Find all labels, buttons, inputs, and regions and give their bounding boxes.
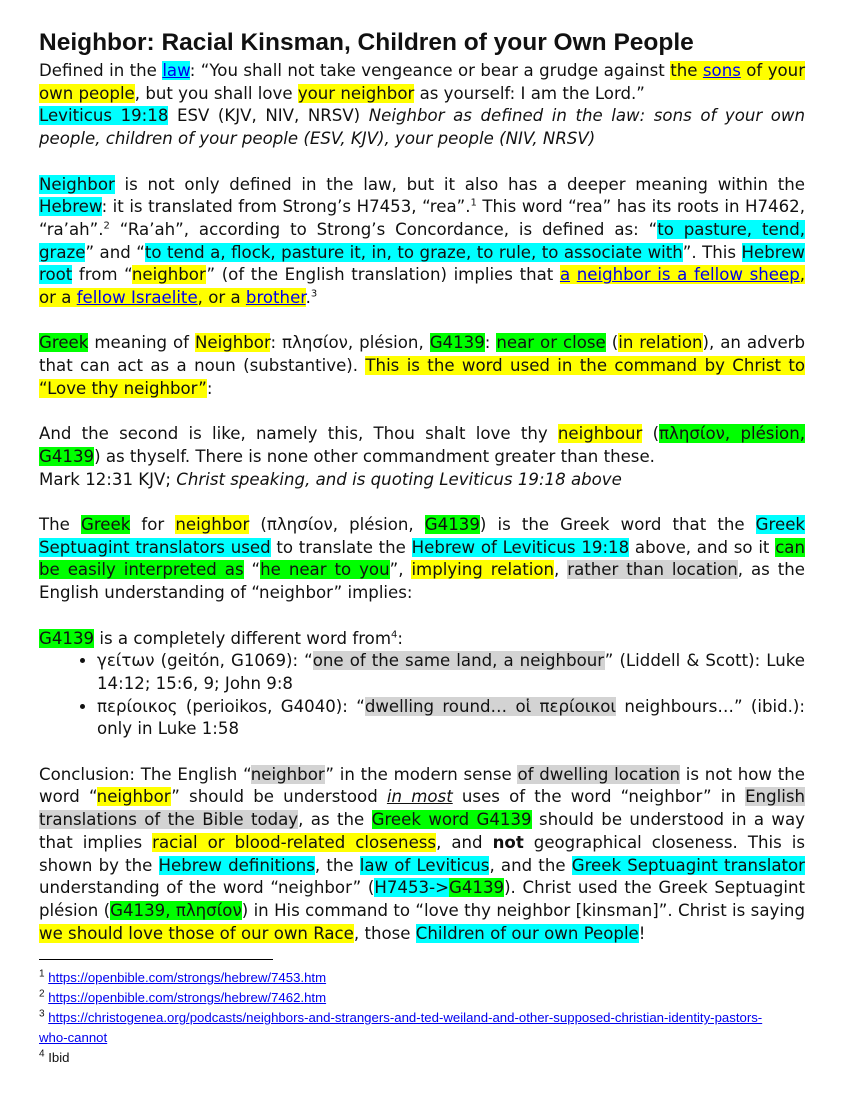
text: “ xyxy=(243,560,261,580)
highlight-implying-relation: implying relation xyxy=(411,560,555,580)
text: : “You shall not take vengeance or bear a grudge against xyxy=(189,61,671,80)
text: neighbours…” (ibid.): only in Luke 1:58 xyxy=(97,696,806,739)
footnote-number: 2 xyxy=(39,988,45,1000)
highlight-hebrew-definitions: Hebrew definitions xyxy=(158,855,315,875)
text: , the xyxy=(314,855,360,875)
highlight-love-race: we should love those of our own Race xyxy=(39,923,354,943)
leviticus-reference: Leviticus 19:18 xyxy=(39,106,169,126)
text: : πλησίον, plésion, xyxy=(270,333,430,353)
text: : xyxy=(484,333,497,353)
highlight-near-you: he near to you xyxy=(260,560,390,580)
text: to translate the xyxy=(270,537,412,557)
text: Conclusion: The English “ xyxy=(39,764,251,784)
footnote-ref-2[interactable]: 2 xyxy=(103,220,110,232)
text: . xyxy=(305,288,311,308)
text: ! xyxy=(638,923,646,943)
text: ). Christ used the Greek Septuagint plésion ( xyxy=(39,878,805,920)
text: geographical closeness. This is shown by the xyxy=(39,832,806,875)
highlight-septuagint: Greek Septuagint translators used xyxy=(39,515,806,557)
text: as yourself: I am the Lord.” xyxy=(414,83,645,103)
text: ” (of the English translation) implies that xyxy=(206,265,560,285)
text: The xyxy=(39,515,81,534)
footnote-divider xyxy=(39,959,273,960)
text: ), an adverb that can act as a noun (substantive). xyxy=(39,333,806,376)
paragraph-hebrew-meaning xyxy=(39,174,805,310)
text: , and xyxy=(436,832,493,852)
text: , those xyxy=(353,923,416,943)
brother-link[interactable]: brother xyxy=(245,288,306,308)
page-title: Neighbor: Racial Kinsman, Children of your Own People xyxy=(39,29,694,56)
not-emphasis: not xyxy=(492,832,524,852)
highlight-g4139: G4139 xyxy=(448,878,505,898)
a-link[interactable]: a xyxy=(559,265,571,285)
footnote-3 xyxy=(39,1008,805,1048)
text: , and the xyxy=(489,855,572,875)
highlight-greek-septuagint: Greek Septuagint translator xyxy=(571,855,805,875)
text: , or a xyxy=(39,265,806,308)
text: , but you shall love xyxy=(134,83,298,103)
word-list xyxy=(39,650,805,741)
highlight-children-people: Children of our own People xyxy=(415,923,639,943)
arrow-text: -> xyxy=(429,878,449,898)
highlight-pasture: to pasture, tend, graze xyxy=(39,219,806,262)
footnote-number: 4 xyxy=(39,1048,45,1060)
document-page xyxy=(39,28,805,1068)
text: : it is translated from Strong’s H7453, “rea”. xyxy=(101,197,471,217)
paragraph-greek-meaning xyxy=(39,332,805,400)
text: ( xyxy=(605,333,619,353)
text: should be understood in a way that implies xyxy=(39,810,805,852)
text: is not only defined in the law, but it also has a deeper meaning within the xyxy=(114,174,805,194)
text: from “ xyxy=(72,265,132,285)
highlight-hebrew-root: Hebrew root xyxy=(39,242,805,285)
highlight-command: This is the word used in the command by Christ to “Love thy neighbor” xyxy=(39,356,805,398)
italic-note: Neighbor as defined in the law: sons of your own people, children of your people (ESV, KJV), your people (NIV, NRSV) xyxy=(39,106,806,149)
highlight-same-land: one of the same land, a neighbour xyxy=(312,651,605,671)
footnote-link-3[interactable]: https://christogenea.org/podcasts/neighbors-and-strangers-and-ted-weiland-and-other-supposed-christian-identity-pastors-who-cannot xyxy=(39,1010,763,1046)
paragraph-different-word xyxy=(39,628,805,651)
text: γείτων (geitón, G1069): “ xyxy=(97,651,313,671)
highlight-tend-flock: to tend a, flock, pasture it, in, to graze, to rule, to associate with xyxy=(144,242,683,262)
text: (πλησίον, plésion, xyxy=(249,515,425,534)
highlight-rather-than-location: rather than location xyxy=(567,560,738,580)
highlight-dwelling-location: of dwelling location xyxy=(517,764,681,784)
sons-link[interactable]: sons xyxy=(702,61,741,80)
paragraph-mark-quote xyxy=(39,423,805,491)
text: Defined in the xyxy=(39,61,163,80)
highlight-g4139: G4139 xyxy=(424,515,480,534)
highlight-hebrew-leviticus: Hebrew of Leviticus 19:18 xyxy=(411,537,630,557)
highlight-neighbor-1: neighbor xyxy=(250,764,326,784)
highlight-racial-closeness: racial or blood-related closeness xyxy=(152,832,437,852)
text: : xyxy=(397,628,403,648)
text: This word “rea” has its roots in H7462, “ra’ah”. xyxy=(39,197,805,239)
text: uses of the word “neighbor” in xyxy=(452,787,746,807)
highlight-hebrew: Hebrew xyxy=(39,197,102,217)
text: , as the English understanding of “neighbor” implies: xyxy=(39,560,805,603)
text xyxy=(570,265,577,284)
in-most-emphasis: in most xyxy=(386,787,453,807)
paragraph-conclusion xyxy=(39,764,805,946)
highlight-g4139: G4139 xyxy=(429,333,485,353)
footnote-2 xyxy=(39,988,805,1008)
law-link[interactable]: law xyxy=(162,61,190,80)
highlight-neighbor: Neighbor xyxy=(194,333,271,353)
highlight-neighbor: neighbor xyxy=(175,515,250,534)
highlight-g4139-plesion: G4139, πλησίον xyxy=(110,900,242,920)
highlight-english-translations: English translations of the Bible today xyxy=(39,787,805,830)
highlight-plesion: πλησίον, plésion, G4139 xyxy=(39,424,805,466)
text: περίοικος (perioikos, G4040): “ xyxy=(97,696,365,716)
highlight-h7453: H7453 xyxy=(374,878,430,898)
text: ” and “ xyxy=(85,242,145,262)
text: , xyxy=(554,560,568,580)
fellow-israelite-link[interactable]: fellow Israelite xyxy=(76,288,198,308)
highlight-greek: Greek xyxy=(80,515,131,534)
highlight-neighbour: neighbour xyxy=(557,424,643,444)
list-item-geiton xyxy=(97,650,805,695)
text: for xyxy=(130,515,176,534)
text: meaning of xyxy=(88,333,195,353)
list-item-perioikos xyxy=(97,696,805,741)
text: ) in His command to “love thy neighbor [kinsman]”. Christ is saying xyxy=(241,900,805,920)
text: understanding of the word “neighbor” ( xyxy=(39,878,375,898)
highlight-dwelling-round: dwelling round… οἱ περίοικοι xyxy=(364,696,616,716)
footnote-1 xyxy=(39,968,805,988)
text: And the second is like, namely this, Thou shalt love thy xyxy=(39,424,558,444)
highlight-in-relation: in relation xyxy=(618,333,703,353)
italic-note: Christ speaking, and is quoting Leviticus 19:18 above xyxy=(176,469,622,489)
footnote-number: 3 xyxy=(39,1008,45,1020)
text: is a completely different word from xyxy=(94,628,391,648)
footnote-ref-3[interactable]: 3 xyxy=(310,288,318,300)
text: ” should be understood xyxy=(171,787,387,807)
highlight-neighbor-2: neighbor xyxy=(96,787,172,807)
footnote-4 xyxy=(39,1048,805,1068)
text: is not how the word “ xyxy=(39,764,805,807)
footnote-ref-4[interactable]: 4 xyxy=(390,628,398,640)
text: ) is the Greek word that the xyxy=(479,515,756,534)
footnote-link-2[interactable]: https://openbible.com/strongs/hebrew/7462.htm xyxy=(48,990,327,1006)
highlight-near-close: near or close xyxy=(496,333,606,353)
text: ” in the modern sense xyxy=(325,764,518,784)
text: : xyxy=(206,378,213,398)
highlight-greek: Greek xyxy=(39,333,89,353)
text: “Ra’ah”, according to Strong’s Concordance, is defined as: “ xyxy=(109,219,658,239)
text: ”. This xyxy=(682,242,742,262)
text: ”, xyxy=(389,560,412,580)
fellow-sheep-link[interactable]: neighbor is a fellow sheep xyxy=(576,265,800,285)
footnote-ref-1[interactable]: 1 xyxy=(470,197,477,209)
footnote-text-4: Ibid xyxy=(48,1050,70,1066)
text: ( xyxy=(642,424,660,444)
text: , as the xyxy=(298,810,372,830)
highlight-neighbor-2: neighbor xyxy=(131,265,207,285)
text: your own people xyxy=(39,61,806,103)
highlight-neighbor: Neighbor xyxy=(39,174,115,194)
text: ESV (KJV, NIV, NRSV) xyxy=(168,106,369,126)
text: ) as thyself. There is none other commandment greater than these. xyxy=(94,446,655,466)
footnotes xyxy=(39,968,805,1068)
text: , or a xyxy=(197,288,246,308)
mark-reference: Mark 12:31 KJV; xyxy=(39,469,177,489)
text: the xyxy=(670,61,703,80)
paragraph-septuagint xyxy=(39,514,805,605)
highlight-g4139: G4139 xyxy=(39,628,95,648)
text: ” (Liddell & Scott): Luke 14:12; 15:6, 9; John 9:8 xyxy=(97,651,805,693)
paragraph-law-definition xyxy=(39,60,805,151)
highlight-your-neighbor: your neighbor xyxy=(297,83,415,103)
highlight-interpreted: can be easily interpreted as xyxy=(39,537,805,580)
footnote-link-1[interactable]: https://openbible.com/strongs/hebrew/7453.htm xyxy=(48,970,327,986)
highlight-greek-word: Greek word G4139 xyxy=(371,810,532,830)
highlight-law-of-leviticus: law of Leviticus xyxy=(359,855,490,875)
text: above, and so it xyxy=(629,537,776,557)
footnote-number: 1 xyxy=(39,968,45,980)
text: of xyxy=(740,61,763,80)
